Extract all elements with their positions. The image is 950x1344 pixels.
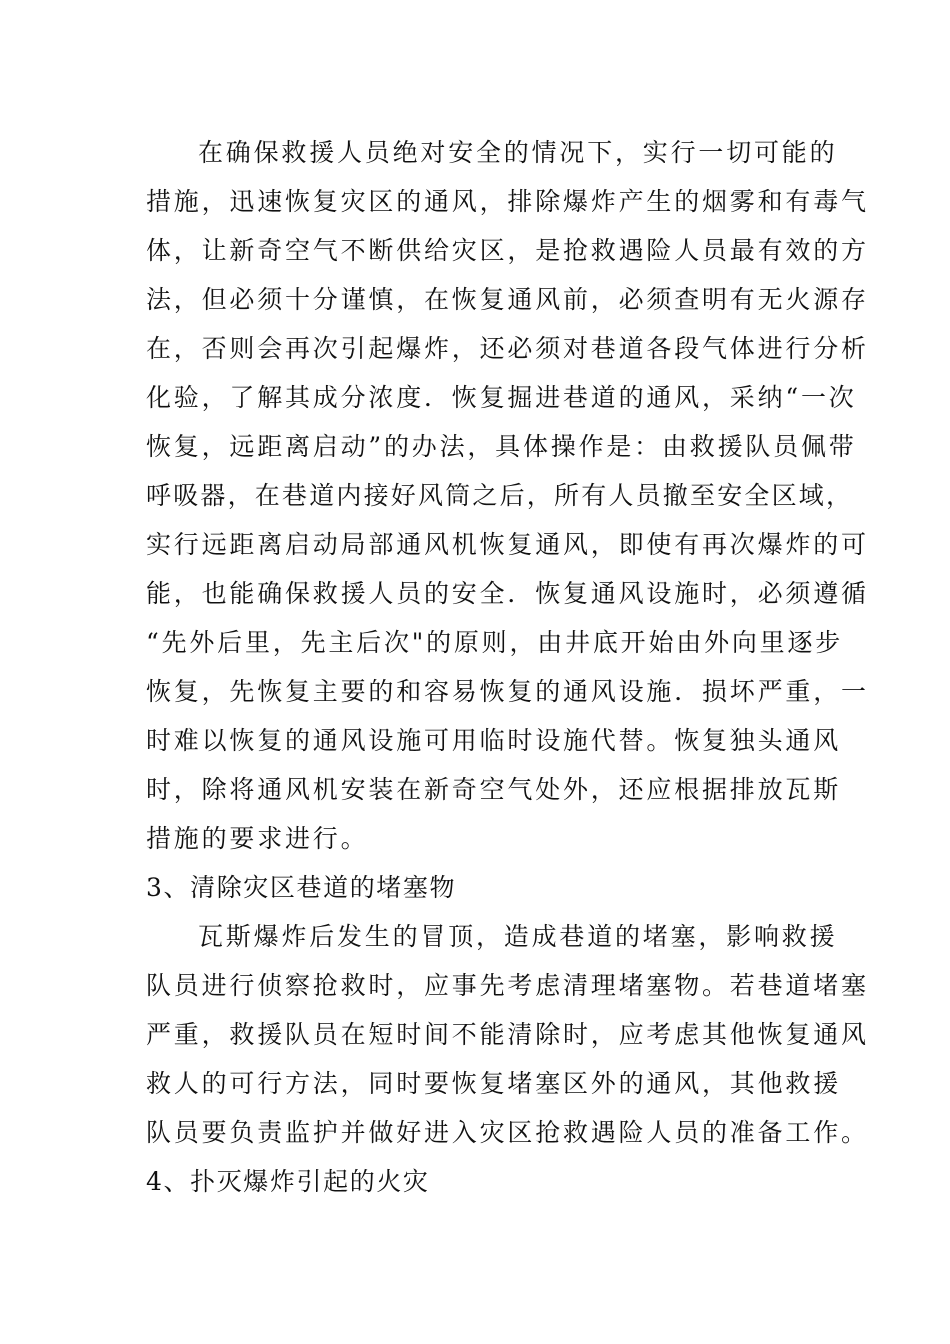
paragraph-line: 措施的要求进行。 (146, 824, 369, 853)
paragraph-line: 恢复，先恢复主要的和容易恢复的通风设施．损坏严重，一 (146, 677, 869, 706)
paragraph-line: 法，但必须十分谨慎，在恢复通风前，必须查明有无火源存 (146, 285, 869, 314)
paragraph-line: 实行远距离启动局部通风机恢复通风，即使有再次爆炸的可 (146, 530, 869, 559)
paragraph-line: 在确保救援人员绝对安全的情况下，实行一切可能的 (198, 138, 838, 167)
paragraph-line: 时，除将通风机安装在新奇空气处外，还应根据排放瓦斯 (146, 775, 842, 804)
paragraph-line: 体，让新奇空气不断供给灾区，是抢救遇险人员最有效的方 (146, 236, 869, 265)
paragraph-line: 措施，迅速恢复灾区的通风，排除爆炸产生的烟雾和有毒气 (146, 187, 869, 216)
paragraph-line: “先外后里，先主后次"的原则，由井底开始由外向里逐步 (146, 628, 844, 657)
paragraph-line: 呼吸器，在巷道内接好风筒之后，所有人员撤至安全区域， (146, 481, 854, 510)
paragraph-line: 恢复，远距离启动”的办法，具体操作是：由救援队员佩带 (146, 432, 857, 461)
paragraph-line: 能，也能确保救援人员的安全．恢复通风设施时，必须遵循 (146, 579, 869, 608)
section-heading-4: 4、扑灭爆炸引起的火灾 (146, 1167, 430, 1196)
section-heading-3: 3、清除灾区巷道的堵塞物 (146, 873, 457, 902)
paragraph-line: 化验，了解其成分浓度．恢复掘进巷道的通风，采纳“一次 (146, 383, 857, 412)
paragraph-line: 严重，救援队员在短时间不能清除时，应考虑其他恢复通风 (146, 1020, 869, 1049)
paragraph-line: 救人的可行方法，同时要恢复堵塞区外的通风，其他救援 (146, 1069, 842, 1098)
paragraph-line: 瓦斯爆炸后发生的冒顶，造成巷道的堵塞，影响救援 (198, 922, 838, 951)
paragraph-line: 队员要负责监护并做好进入灾区抢救遇险人员的准备工作。 (146, 1118, 869, 1147)
paragraph-line: 队员进行侦察抢救时，应事先考虑清理堵塞物。若巷道堵塞 (146, 971, 869, 1000)
document-body (146, 128, 869, 1206)
paragraph-line: 时难以恢复的通风设施可用临时设施代替。恢复独头通风 (146, 726, 842, 755)
paragraph-line: 在，否则会再次引起爆炸，还必须对巷道各段气体进行分析 (146, 334, 869, 363)
